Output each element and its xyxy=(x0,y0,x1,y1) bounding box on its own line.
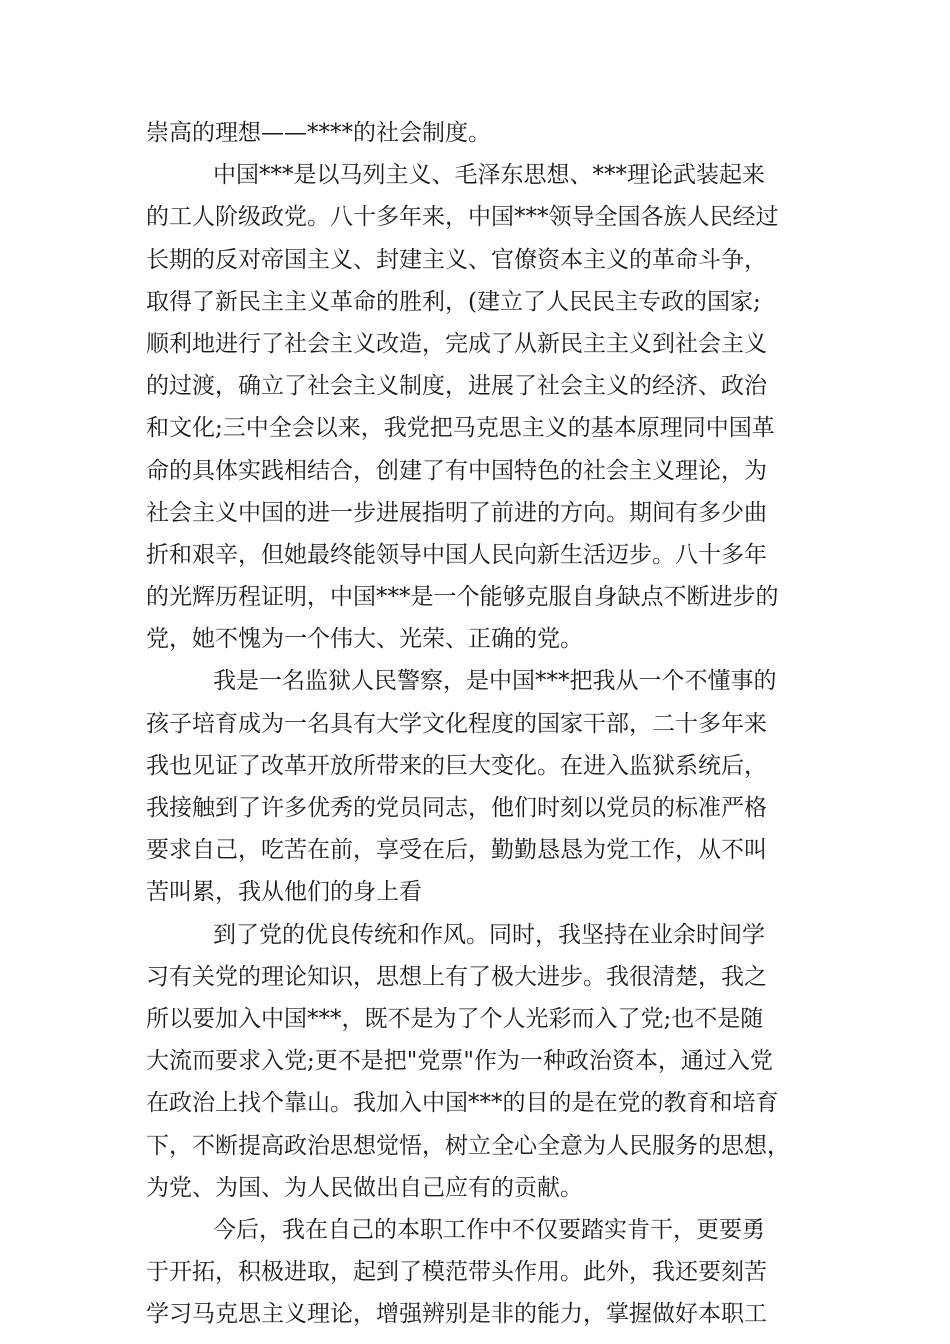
text-line: 崇高的理想——****的社会制度。 xyxy=(146,120,491,146)
text-line: 的过渡，确立了社会主义制度，进展了社会主义的经济、政治 xyxy=(146,373,767,400)
text-line: 我接触到了许多优秀的党员同志，他们时刻以党员的标准严格 xyxy=(146,795,767,821)
text-line: 到了党的优良传统和作风。同时，我坚持在业余时间学 xyxy=(213,921,765,948)
text-line: 折和艰辛，但她最终能领导中国人民向新生活迈步。八十多年 xyxy=(146,541,767,568)
text-line: 社会主义中国的进一步进展指明了前进的方向。期间有多少曲 xyxy=(146,499,767,526)
text-line: 和文化;三中全会以来，我党把马克思主义的基本原理同中国革 xyxy=(146,415,775,442)
text-line: 我是一名监狱人民警察，是中国***把我从一个不懂事的 xyxy=(213,668,777,695)
text-line: 的工人阶级政党。八十多年来，中国***领导全国各族人民经过 xyxy=(146,204,779,231)
text-line: 孩子培育成为一名具有大学文化程度的国家干部，二十多年来 xyxy=(146,710,767,737)
text-line: 的光辉历程证明，中国***是一个能够克服自身缺点不断进步的 xyxy=(146,584,779,611)
text-line: 今后，我在自己的本职工作中不仅要踏实肯干，更要勇 xyxy=(213,1216,765,1243)
text-line: 顺利地进行了社会主义改造，完成了从新民主主义到社会主义 xyxy=(146,330,767,357)
text-line: 中国***是以马列主义、毛泽东思想、***理论武装起来 xyxy=(213,162,765,189)
text-line: 为党、为国、为人民做出自己应有的贡献。 xyxy=(146,1174,583,1201)
text-line: 所以要加入中国***，既不是为了个人光彩而入了党;也不是随 xyxy=(146,1005,764,1032)
text-line: 命的具体实践相结合，创建了有中国特色的社会主义理论，为 xyxy=(146,457,767,484)
text-line: 习有关党的理论知识，思想上有了极大进步。我很清楚，我之 xyxy=(146,963,767,990)
text-line: 要求自己，吃苦在前，享受在后，勤勤恳恳为党工作，从不叫 xyxy=(146,837,767,864)
text-line: 大流而要求入党;更不是把"党票"作为一种政治资本，通过入党 xyxy=(146,1048,773,1075)
document-body xyxy=(146,112,806,1335)
text-line: 取得了新民主主义革命的胜利，(建立了人民民主专政的国家; xyxy=(146,288,761,315)
text-line: 于开拓，积极进取，起到了模范带头作用。此外，我还要刻苦 xyxy=(146,1259,767,1286)
text-line: 党，她不愧为一个伟大、光荣、正确的党。 xyxy=(146,626,583,653)
text-line: 苦叫累，我从他们的身上看 xyxy=(146,879,422,906)
text-line: 长期的反对帝国主义、封建主义、官僚资本主义的革命斗争， xyxy=(146,246,767,273)
text-line: 在政治上找个靠山。我加入中国***的目的是在党的教育和培育 xyxy=(146,1090,779,1117)
text-line: 我也见证了改革开放所带来的巨大变化。在进入监狱系统后， xyxy=(146,752,767,779)
text-line: 下，不断提高政治思想觉悟，树立全心全意为人民服务的思想， xyxy=(146,1132,790,1159)
text-line: 学习马克思主义理论，增强辨别是非的能力，掌握做好本职工 xyxy=(146,1301,767,1328)
